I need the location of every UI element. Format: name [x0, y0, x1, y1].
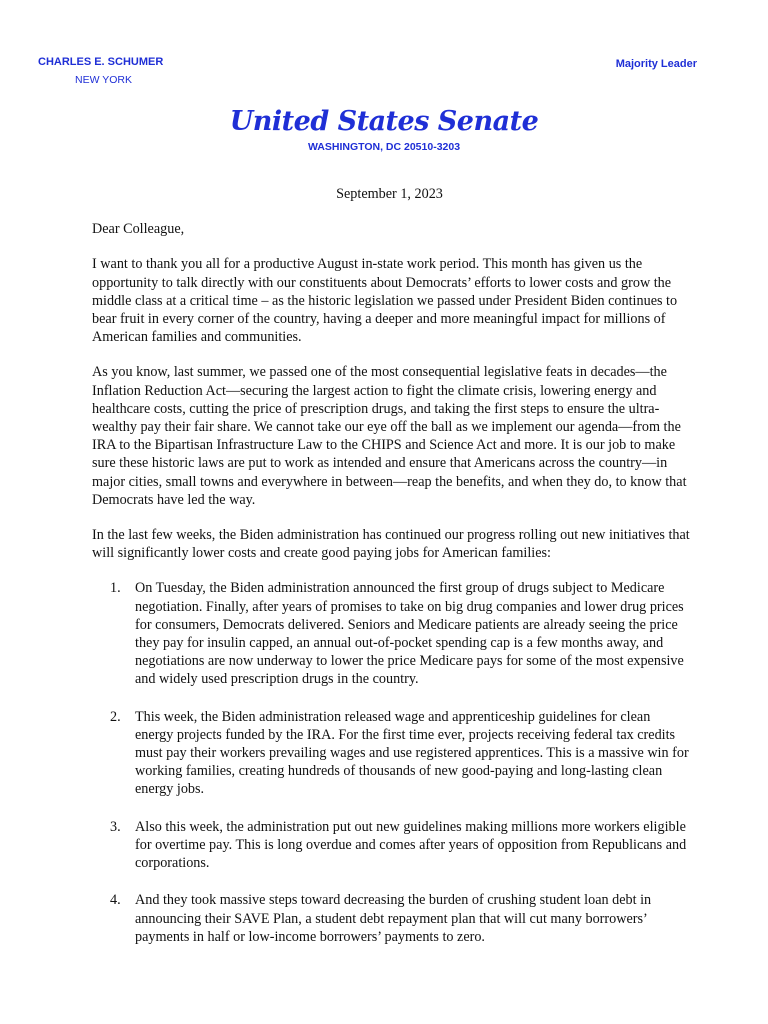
letter-date: September 1, 2023: [336, 186, 443, 202]
list-item-text: And they took massive steps toward decreasing the burden of crushing student loan debt in announcing their SAVE Plan, a student debt repayment plan that will cut many borrowers’ payments in half or low-income borrowers’ payments to zero.: [135, 892, 652, 945]
senator-title: Majority Leader: [615, 58, 697, 70]
senator-name: CHARLES E. SCHUMER: [38, 56, 164, 68]
list-item-number: 2.: [110, 708, 121, 725]
paragraph: In the last few weeks, the Biden administration has continued our progress rolling out new initiatives that will significantly lower costs and create good paying jobs for American families:: [92, 527, 690, 562]
letter-salutation: Dear Colleague,: [92, 221, 185, 238]
institution-address: WASHINGTON, DC 20510-3203: [307, 141, 461, 153]
senator-block: [38, 56, 163, 86]
list-item: [92, 579, 692, 688]
initiatives-list: [92, 579, 692, 945]
list-item-number: 3.: [110, 818, 121, 835]
paragraph: I want to thank you all for a productive August in-state work period. This month has given us the opportunity to talk directly with our constituents about Democrats’ efforts to lower costs and grow the middle class at a critical time – as the historic legislation we passed under President Biden continues to bear fruit in every corner of the country, having a deeper and more meaningful impact for millions of American families and communities.: [92, 256, 678, 346]
list-item: [92, 818, 692, 873]
list-item: [92, 891, 692, 946]
list-item-text: Also this week, the administration put out new guidelines making millions more workers eligible for overtime pay. This is long overdue and comes after years of opposition from Republicans and corporations.: [135, 818, 687, 872]
senator-state: NEW YORK: [75, 74, 132, 86]
list-item-text: This week, the Biden administration released wage and apprenticeship guidelines for clean energy projects funded by the IRA. For the first time ever, projects receiving federal tax credits must pay their workers prevailing wages and use registered apprentices. This is a massive win for working families, creating hundreds of thousands of new good-paying and long-lasting clean energy jobs.: [135, 708, 689, 798]
list-item-number: 1.: [110, 580, 121, 597]
institution-wordmark: United States Senate: [229, 106, 539, 137]
list-item-number: 4.: [110, 892, 121, 909]
paragraph: As you know, last summer, we passed one of the most consequential legislative feats in decades—the Inflation Reduction Act—securing the largest action to fight the climate crisis, lowering energy and healthcare costs, cutting the price of prescription drugs, and taking the first steps to ensure the ultra-wealthy pay their fair share. We cannot take our eye off the ball as we implement our agenda—from the IRA to the Bipartisan Infrastructure Law to the CHIPS and Science Act and more. It is our job to make sure these historic laws are put to work as intended and ensure that Americans across the country—in major cities, small towns and everywhere in between—reap the benefits, and when they do, to know that Democrats have led the way.: [92, 364, 687, 508]
list-item-text: On Tuesday, the Biden administration announced the first group of drugs subject to Medicare negotiation. Finally, after years of promises to take on big drug companies and lower drug prices for consumers, Democrats delivered. Seniors and Medicare patients are already seeing the price they pay for insulin capped, an annual out-of-pocket spending cap is a few months away, and negotiations are now underway to lower the price Medicare pays for some of the most expensive and widely used prescription drugs in the country.: [135, 580, 684, 688]
list-item: [92, 708, 692, 799]
letter-body: [92, 185, 692, 965]
